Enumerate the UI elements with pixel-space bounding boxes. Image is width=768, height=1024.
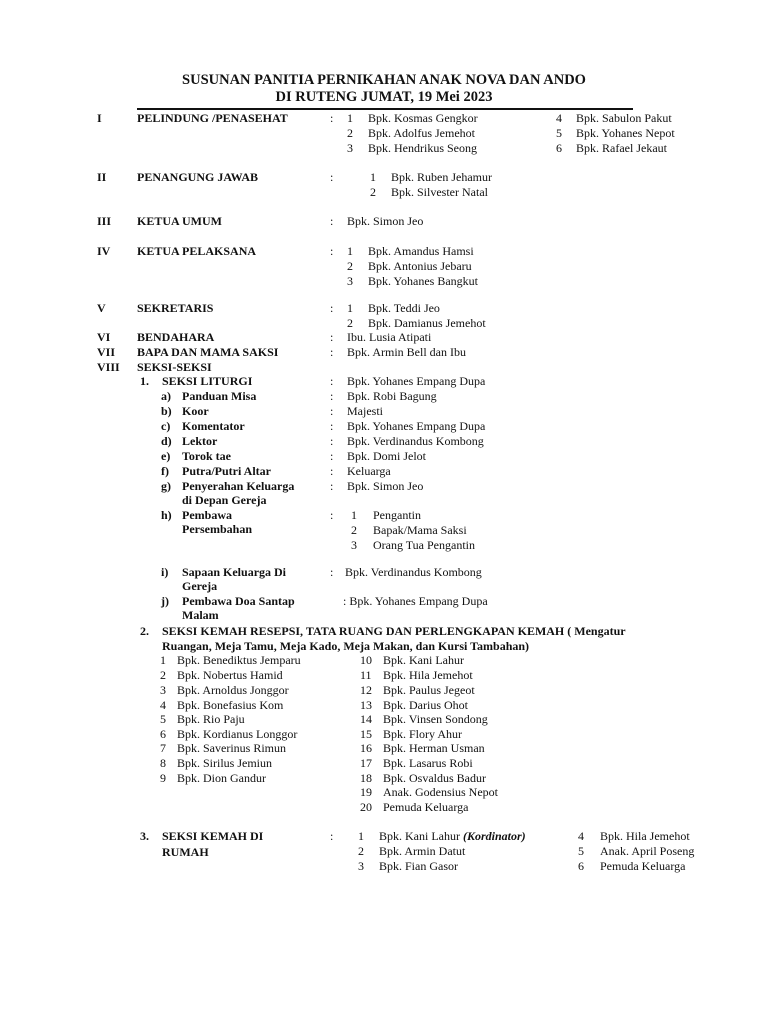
subsection-number: 2. (140, 624, 149, 638)
member-number: 5 (578, 844, 584, 858)
subsection-label: SEKSI KEMAH RESEPSI, TATA RUANG DAN PERLENGKAPAN KEMAH ( Mengatur (162, 624, 626, 638)
section-label: SEKSI-SEKSI (137, 360, 212, 374)
item-letter: a) (161, 389, 171, 403)
item-letter: e) (161, 449, 171, 463)
item-letter: j) (161, 594, 169, 608)
colon: : (330, 244, 334, 258)
member-number: 1 (347, 301, 353, 315)
item-label-continued: Persembahan (182, 522, 252, 536)
member-number: 2 (347, 126, 353, 140)
item-value: Bpk. Simon Jeo (347, 479, 424, 493)
colon: : (330, 330, 334, 344)
member-name: Bpk. Saverinus Rimun (177, 741, 287, 755)
member-number: 20 (360, 800, 372, 814)
colon: : (330, 301, 334, 315)
member-name: Bpk. Ruben Jehamur (391, 170, 492, 184)
item-label: Koor (182, 404, 209, 418)
section-label: KETUA UMUM (137, 214, 222, 228)
section-number: I (97, 111, 102, 125)
member-number: 2 (351, 523, 357, 537)
item-value: Bpk. Verdinandus Kombong (345, 565, 482, 579)
item-label-continued: Malam (182, 608, 219, 622)
colon: : (330, 434, 334, 448)
member-name: Bpk. Teddi Jeo (368, 301, 440, 315)
member-number: 3 (347, 141, 353, 155)
colon: : (330, 111, 334, 125)
coordinator-note: (Kordinator) (462, 829, 526, 843)
item-label: Torok tae (182, 449, 232, 463)
member-name: Bpk. Osvaldus Badur (383, 771, 486, 785)
member-number: 16 (360, 741, 372, 755)
member-number: 4 (578, 829, 584, 843)
member-number: 14 (360, 712, 372, 726)
colon: : (330, 508, 334, 522)
section-value: Bpk. Simon Jeo (347, 214, 424, 228)
item-letter: c) (161, 419, 171, 433)
member-number: 8 (160, 756, 166, 770)
section-number: V (97, 301, 106, 315)
member-name: Anak. Godensius Nepot (383, 785, 498, 799)
item-letter: g) (161, 479, 171, 493)
item-label: Sapaan Keluarga Di (182, 565, 287, 579)
member-number: 5 (556, 126, 562, 140)
subsection-label: SEKSI LITURGI (162, 374, 253, 388)
member-number: 3 (347, 274, 353, 288)
member-number: 6 (578, 859, 584, 873)
colon: : (330, 214, 334, 228)
colon: : (330, 829, 334, 843)
member-name: Bpk. Yohanes Bangkut (368, 274, 479, 288)
member-number: 2 (160, 668, 166, 682)
member-number: 3 (358, 859, 364, 873)
member-number: 15 (360, 727, 372, 741)
item-label: Komentator (182, 419, 245, 433)
section-number: IV (97, 244, 111, 258)
member-number: 3 (160, 683, 166, 697)
member-name: Bpk. Hendrikus Seong (368, 141, 477, 155)
member-number: 9 (160, 771, 166, 785)
colon: : (330, 170, 334, 184)
member-name: Bpk. Rafael Jekaut (576, 141, 667, 155)
subsection-label: SEKSI KEMAH DI (162, 829, 264, 843)
colon: : (330, 419, 334, 433)
item-label-continued: Gereja (182, 579, 218, 593)
section-label: KETUA PELAKSANA (137, 244, 257, 258)
subsection-number: 1. (140, 374, 149, 388)
section-value: Bpk. Armin Bell dan Ibu (347, 345, 466, 359)
item-label: Pembawa (182, 508, 232, 522)
member-name: Orang Tua Pengantin (373, 538, 475, 552)
item-letter: f) (161, 464, 169, 478)
colon: : (330, 389, 334, 403)
member-name: Anak. April Poseng (600, 844, 695, 858)
member-number: 3 (351, 538, 357, 552)
member-name: Bpk. Nobertus Hamid (177, 668, 283, 682)
colon: : (330, 464, 334, 478)
member-number: 1 (347, 111, 353, 125)
colon: : (330, 565, 334, 579)
member-name: Bpk. Rio Paju (177, 712, 245, 726)
section-label: PENANGUNG JAWAB (137, 170, 259, 184)
member-number: 4 (556, 111, 562, 125)
item-label: Penyerahan Keluarga (182, 479, 295, 493)
member-number: 2 (370, 185, 376, 199)
section-label: BAPA DAN MAMA SAKSI (137, 345, 279, 359)
item-value: Keluarga (347, 464, 391, 478)
member-name: Bpk. Bonefasius Kom (177, 698, 284, 712)
subsection-number: 3. (140, 829, 149, 843)
member-name: Bpk. Darius Ohot (383, 698, 468, 712)
member-number: 7 (160, 741, 166, 755)
member-number: 5 (160, 712, 166, 726)
member-name: Pemuda Keluarga (600, 859, 686, 873)
item-letter: h) (161, 508, 172, 522)
member-number: 13 (360, 698, 372, 712)
document-title: SUSUNAN PANITIA PERNIKAHAN ANAK NOVA DAN ANDO (182, 72, 586, 88)
member-name: Bpk. Hila Jemehot (383, 668, 473, 682)
member-number: 1 (160, 653, 166, 667)
section-label: PELINDUNG /PENASEHAT (137, 111, 288, 125)
member-name: Bpk. Sirilus Jemiun (177, 756, 273, 770)
item-value: Bpk. Robi Bagung (347, 389, 437, 403)
item-value: Bpk. Yohanes Empang Dupa (347, 419, 486, 433)
member-name: Bpk. Herman Usman (383, 741, 485, 755)
member-name: Bpk. Lasarus Robi (383, 756, 473, 770)
member-number: 1 (358, 829, 364, 843)
item-label-continued: di Depan Gereja (182, 493, 267, 507)
member-number: 2 (347, 316, 353, 330)
colon: : (330, 479, 334, 493)
document-subtitle: DI RUTENG JUMAT, 19 Mei 2023 (275, 89, 493, 105)
member-name: Bpk. Yohanes Nepot (576, 126, 675, 140)
item-label: Panduan Misa (182, 389, 257, 403)
section-label: SEKRETARIS (137, 301, 214, 315)
item-label: Pembawa Doa Santap (182, 594, 295, 608)
member-number: 1 (351, 508, 357, 522)
item-value: Majesti (347, 404, 383, 418)
member-number: 6 (556, 141, 562, 155)
item-value: : Bpk. Yohanes Empang Dupa (343, 594, 488, 608)
member-name: Bpk. Dion Gandur (177, 771, 266, 785)
item-letter: i) (161, 565, 169, 579)
item-value: Bpk. Verdinandus Kombong (347, 434, 484, 448)
title-underline (137, 108, 633, 110)
colon: : (330, 449, 334, 463)
member-number: 18 (360, 771, 372, 785)
subsection-label-continued: RUMAH (162, 845, 209, 859)
member-number: 10 (360, 653, 372, 667)
member-name: Bpk. Flory Ahur (383, 727, 463, 741)
member-name: Bapak/Mama Saksi (373, 523, 467, 537)
member-name: Bpk. Arnoldus Jonggor (177, 683, 289, 697)
subsection-value: Bpk. Yohanes Empang Dupa (347, 374, 486, 388)
member-number: 1 (347, 244, 353, 258)
colon: : (330, 374, 334, 388)
member-name: Bpk. Kani Lahur (379, 829, 460, 843)
member-name: Bpk. Armin Datut (379, 844, 466, 858)
section-number: III (97, 214, 112, 228)
member-name: Pengantin (373, 508, 421, 522)
member-number: 6 (160, 727, 166, 741)
section-number: II (97, 170, 107, 184)
member-name: Bpk. Kosmas Gengkor (368, 111, 478, 125)
member-name: Bpk. Kani Lahur (383, 653, 464, 667)
section-number: VI (97, 330, 111, 344)
colon: : (330, 404, 334, 418)
member-entry (379, 829, 526, 843)
item-label: Lektor (182, 434, 218, 448)
item-value: Bpk. Domi Jelot (347, 449, 427, 463)
item-letter: d) (161, 434, 172, 448)
member-name: Bpk. Adolfus Jemehot (368, 126, 475, 140)
member-name: Bpk. Damianus Jemehot (368, 316, 486, 330)
colon: : (330, 345, 334, 359)
member-name: Bpk. Benediktus Jemparu (177, 653, 301, 667)
section-value: Ibu. Lusia Atipati (347, 330, 432, 344)
member-name: Pemuda Keluarga (383, 800, 469, 814)
member-name: Bpk. Paulus Jegeot (383, 683, 475, 697)
subsection-label-continued: Ruangan, Meja Tamu, Meja Kado, Meja Makan, dan Kursi Tambahan) (162, 639, 530, 653)
member-number: 2 (358, 844, 364, 858)
section-number: VIII (97, 360, 120, 374)
member-name: Bpk. Sabulon Pakut (576, 111, 672, 125)
section-number: VII (97, 345, 116, 359)
member-name: Bpk. Kordianus Longgor (177, 727, 298, 741)
item-letter: b) (161, 404, 172, 418)
member-name: Bpk. Fian Gasor (379, 859, 458, 873)
member-name: Bpk. Hila Jemehot (600, 829, 690, 843)
member-name: Bpk. Silvester Natal (391, 185, 488, 199)
member-number: 17 (360, 756, 372, 770)
section-label: BENDAHARA (137, 330, 215, 344)
item-label: Putra/Putri Altar (182, 464, 271, 478)
member-number: 11 (360, 668, 372, 682)
member-name: Bpk. Antonius Jebaru (368, 259, 472, 273)
member-number: 2 (347, 259, 353, 273)
member-number: 19 (360, 785, 372, 799)
member-number: 12 (360, 683, 372, 697)
member-number: 4 (160, 698, 166, 712)
member-name: Bpk. Amandus Hamsi (368, 244, 474, 258)
member-name: Bpk. Vinsen Sondong (383, 712, 488, 726)
member-number: 1 (370, 170, 376, 184)
